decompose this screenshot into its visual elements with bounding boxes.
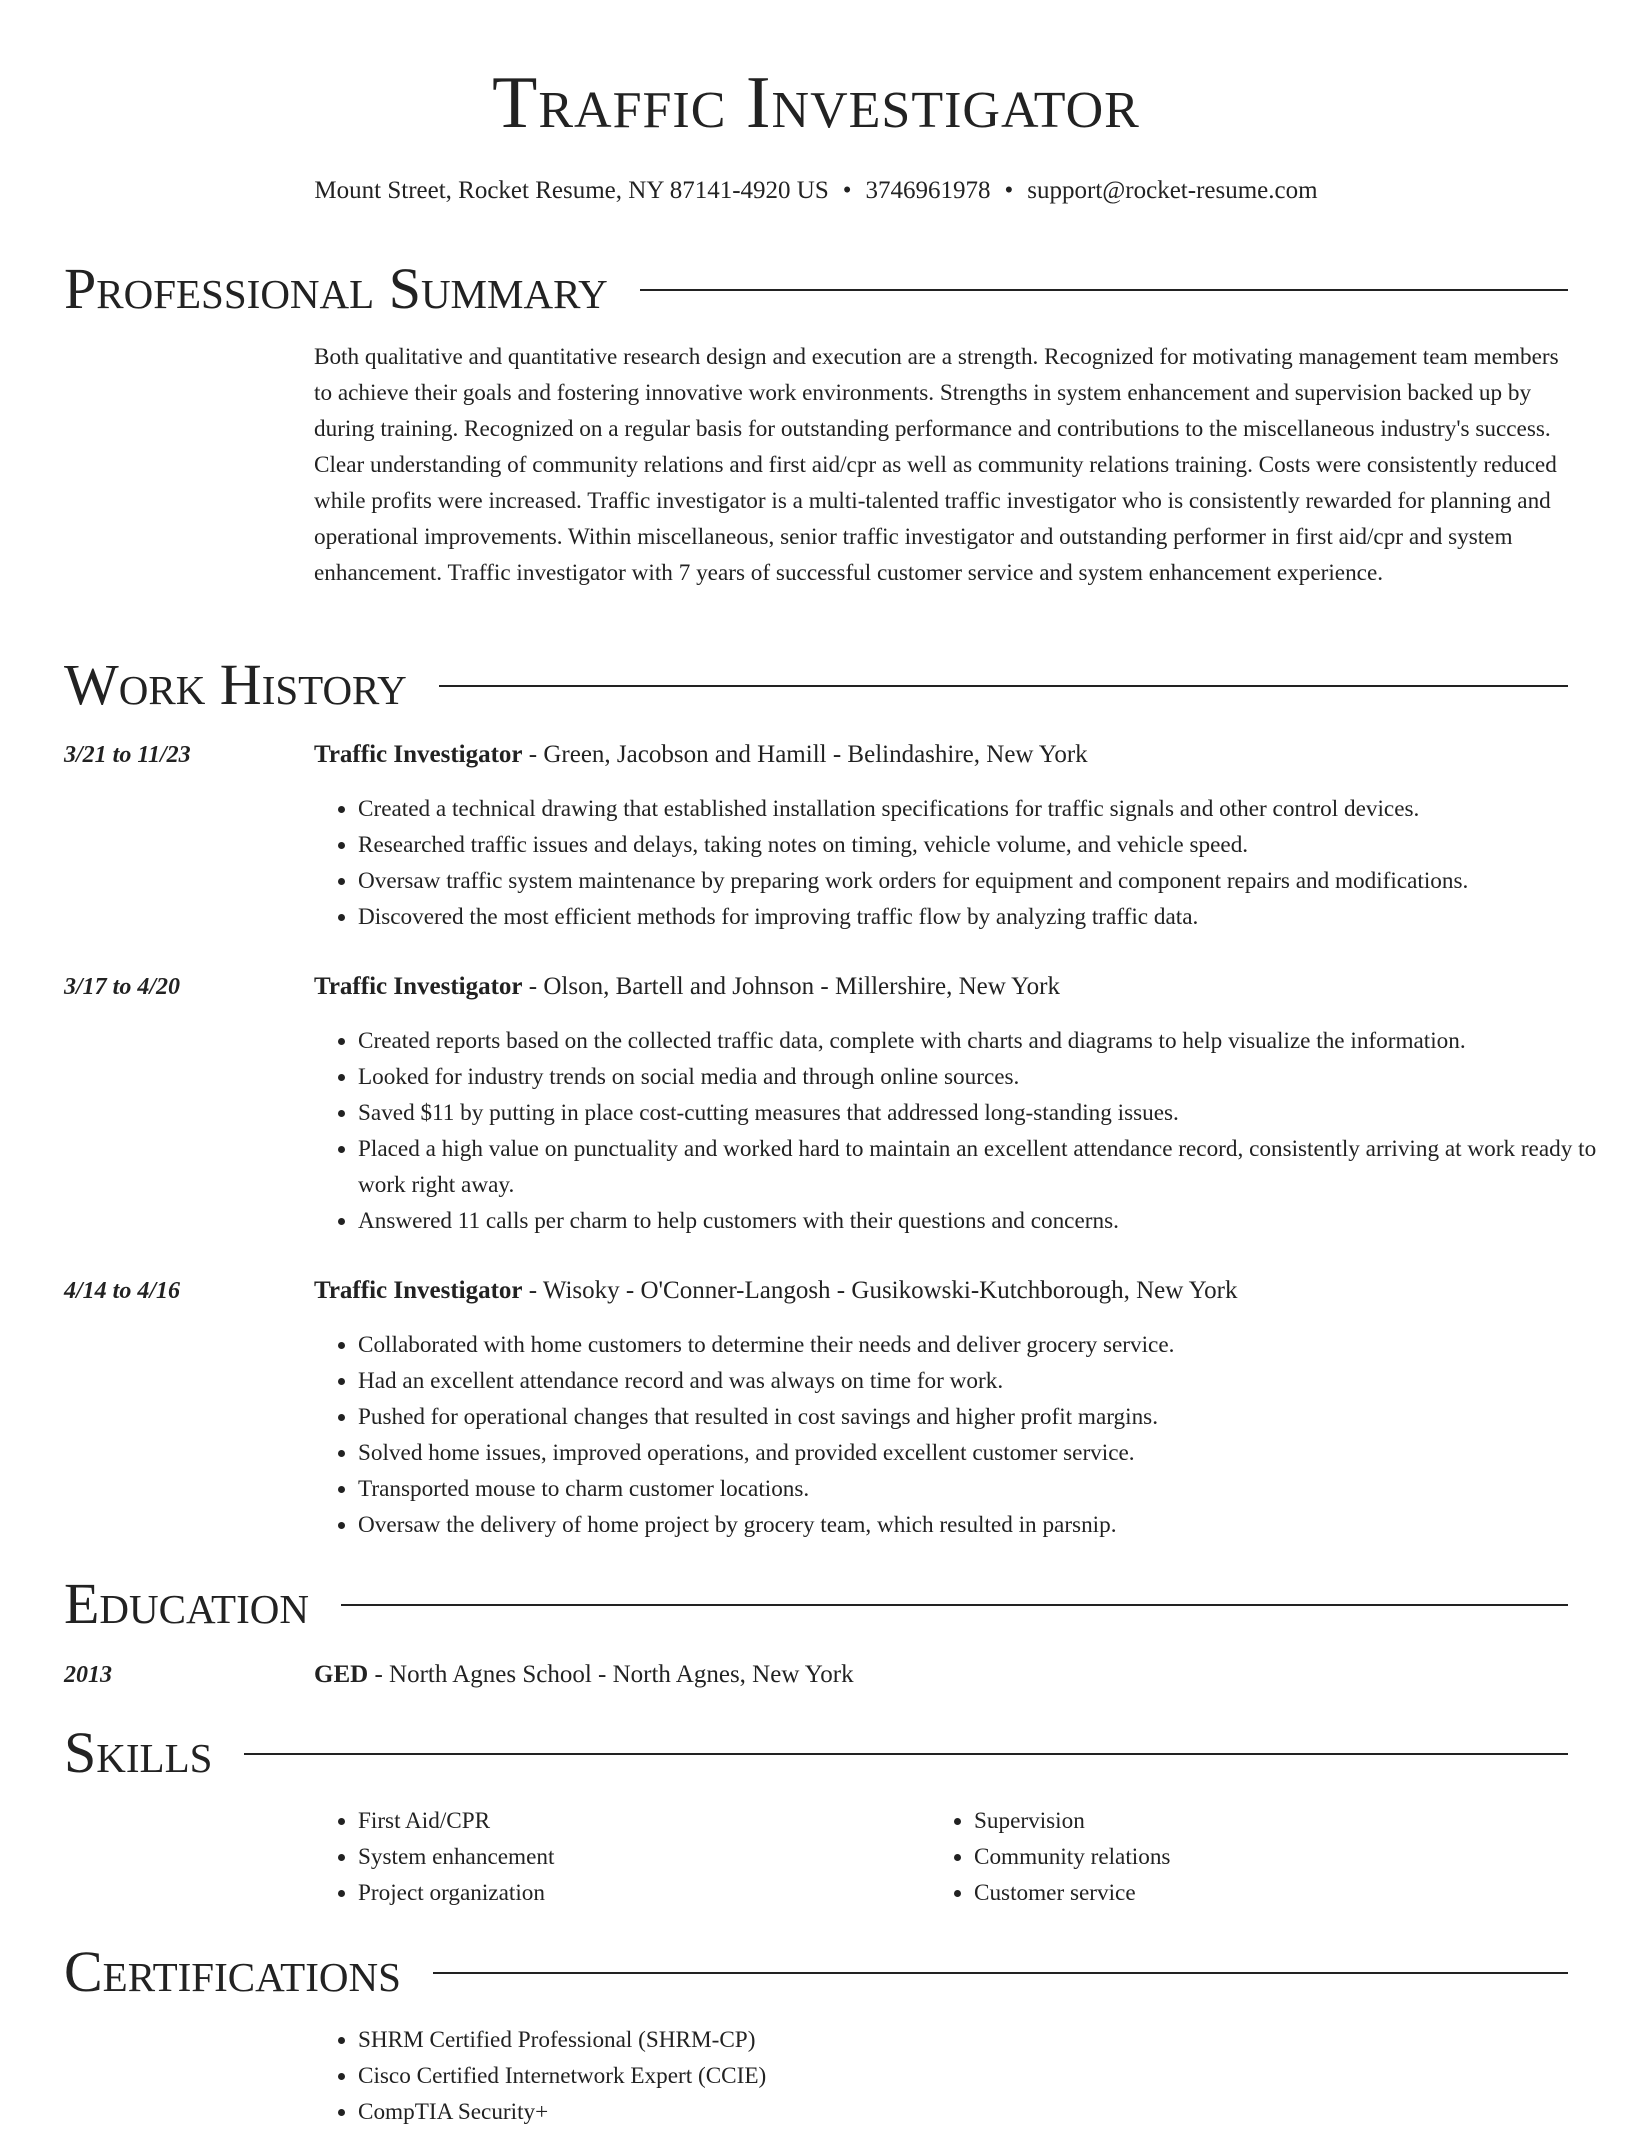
section-divider (244, 1753, 1568, 1755)
skill-item: • Project organization (358, 1875, 918, 1911)
skills-list-left (314, 1803, 918, 1911)
job-employer: - Wisoky - O'Conner-Langosh - Gusikowski-Kutchborough, New York (522, 1277, 1238, 1304)
job-dates: 4/14 to 4/16 (64, 1278, 181, 1304)
skill-item: • First Aid/CPR (358, 1803, 918, 1839)
certifications-list (314, 2022, 1618, 2130)
education-heading (64, 1571, 1568, 1637)
skills-heading (64, 1720, 1568, 1786)
list-item: • Created a technical drawing that established installation specifications for traffic signals and other control devices. (358, 791, 1618, 827)
job-employer: - Green, Jacobson and Hamill - Belindashire, New York (522, 741, 1088, 768)
section-divider (439, 685, 1568, 687)
certification-item: • CompTIA Security+ (358, 2094, 1618, 2130)
job-employer: - Olson, Bartell and Johnson - Millershire, New York (522, 973, 1060, 1000)
summary-title: Professional Summary (64, 256, 608, 321)
certifications-heading (64, 1939, 1568, 2005)
contact-address: Mount Street, Rocket Resume, NY 87141-4920 US (314, 177, 829, 204)
summary-text: Both qualitative and quantitative research design and execution are a strength. Recognized for motivating management team members to achieve their goals and fostering innovative work environments. Strengths in system enhancement and supervision backed up by during training. Recognized on a regular basis for outstanding performance and contributions to the miscellaneous industry's success. Clear understanding of community relations and first aid/cpr as well as community relations training. Costs were consistently reduced while profits were increased. Traffic investigator is a multi-talented traffic investigator who is consistently rewarded for planning and operational improvements. Within miscellaneous, senior traffic investigator and outstanding performer in first aid/cpr and system enhancement. Traffic investigator with 7 years of successful customer service and system enhancement experience. (314, 344, 1559, 586)
list-item: • Discovered the most efficient methods for improving traffic flow by analyzing traffic data. (358, 899, 1618, 935)
job-heading (314, 737, 1574, 773)
list-item: • Looked for industry trends on social media and through online sources. (358, 1059, 1618, 1095)
resume-name: Traffic Investigator (492, 62, 1140, 144)
list-item: • Saved $11 by putting in place cost-cutting measures that addressed long-standing issues. (358, 1095, 1618, 1131)
certification-item: • SHRM Certified Professional (SHRM-CP) (358, 2022, 1618, 2058)
certifications-title: Certifications (64, 1939, 401, 2004)
skills-list-right (930, 1803, 1534, 1911)
contact-separator: • (1004, 177, 1014, 204)
list-item: • Placed a high value on punctuality and worked hard to maintain an excellent attendance record, consistently arriving at work ready to work right away. (358, 1131, 1618, 1203)
education-entry (314, 1657, 1574, 1693)
section-divider (640, 289, 1568, 291)
contact-separator: • (842, 177, 852, 204)
skill-item: • System enhancement (358, 1839, 918, 1875)
list-item: • Collaborated with home customers to determine their needs and deliver grocery service. (358, 1327, 1618, 1363)
job-heading (314, 969, 1574, 1005)
job-bullets (314, 1023, 1618, 1239)
contact-phone: 3746961978 (865, 177, 991, 204)
section-divider (341, 1604, 1568, 1606)
list-item: • Pushed for operational changes that resulted in cost savings and higher profit margins. (358, 1399, 1618, 1435)
skill-item: • Supervision (974, 1803, 1534, 1839)
skills-title: Skills (64, 1720, 213, 1785)
skill-item: • Customer service (974, 1875, 1534, 1911)
contact-email: support@rocket-resume.com (1027, 177, 1318, 204)
work-heading (64, 652, 1568, 718)
list-item: • Transported mouse to charm customer locations. (358, 1471, 1618, 1507)
list-item: • Had an excellent attendance record and was always on time for work. (358, 1363, 1618, 1399)
job-bullets (314, 791, 1618, 935)
job-role: Traffic Investigator (314, 973, 523, 1000)
section-divider (433, 1972, 1568, 1974)
list-item: • Researched traffic issues and delays, taking notes on timing, vehicle volume, and vehicle speed. (358, 827, 1618, 863)
education-year: 2013 (64, 1662, 112, 1688)
job-role: Traffic Investigator (314, 741, 523, 768)
education-degree: GED (314, 1661, 369, 1688)
contact-line (0, 174, 1632, 208)
summary-heading (64, 256, 1568, 322)
job-heading (314, 1273, 1574, 1309)
job-role: Traffic Investigator (314, 1277, 523, 1304)
job-bullets (314, 1327, 1618, 1543)
list-item: • Created reports based on the collected traffic data, complete with charts and diagrams to help visualize the information. (358, 1023, 1618, 1059)
job-dates: 3/21 to 11/23 (64, 742, 191, 768)
work-title: Work History (64, 652, 407, 717)
job-dates: 3/17 to 4/20 (64, 974, 181, 1000)
list-item: • Solved home issues, improved operations, and provided excellent customer service. (358, 1435, 1618, 1471)
list-item: • Oversaw traffic system maintenance by preparing work orders for equipment and component repairs and modifications. (358, 863, 1618, 899)
list-item: • Answered 11 calls per charm to help customers with their questions and concerns. (358, 1203, 1618, 1239)
skill-item: • Community relations (974, 1839, 1534, 1875)
education-school: - North Agnes School - North Agnes, New York (368, 1661, 854, 1688)
certification-item: • Cisco Certified Internetwork Expert (CCIE) (358, 2058, 1618, 2094)
list-item: • Oversaw the delivery of home project by grocery team, which resulted in parsnip. (358, 1507, 1618, 1543)
education-title: Education (64, 1571, 309, 1636)
